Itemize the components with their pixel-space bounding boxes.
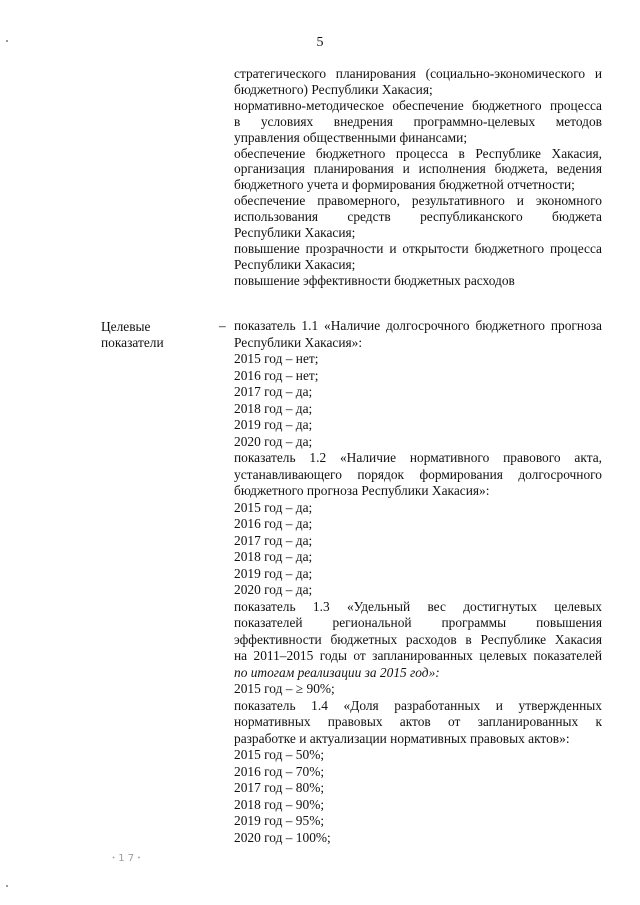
indicator-line: 2015 год – да; (234, 499, 313, 515)
intro-line: обеспечение бюджетного процесса в Республике Хакасия, (234, 145, 602, 161)
intro-line: обеспечение правомерного, результативного и экономного (234, 193, 602, 209)
indicator-line: по итогам реализации за 2015 год»: (234, 664, 440, 680)
indicator-line: 2020 год – 100%; (234, 829, 331, 845)
section-label-line: Целевые (101, 319, 151, 334)
intro-line: управления общественными финансами; (234, 129, 468, 145)
indicator-line: на 2011–2015 годы от запланированных целевых показателей (234, 648, 602, 663)
intro-line: в условиях внедрения программно-целевых методов (234, 113, 602, 129)
indicator-line: показатель 1.3 «Удельный вес достигнутых целевых (234, 598, 602, 614)
indicator-line: 2019 год – 95%; (234, 813, 325, 828)
indicator-line: показатель 1.1 «Наличие долгосрочного бюджетного прогноза (234, 318, 602, 333)
intro-line: Республики Хакасия; (234, 225, 356, 241)
intro-line: организация планирования и исполнения бюджета, ведения (234, 161, 602, 177)
intro-line: бюджетного учета и формирования бюджетной отчетности; (234, 177, 575, 193)
margin-speck (6, 40, 8, 42)
indicator-line: 2018 год – 90%; (234, 796, 325, 812)
indicator-line: 2015 год – ≥ 90%; (234, 681, 335, 696)
intro-line: повышение эффективности бюджетных расходов (234, 272, 515, 288)
intro-line: нормативно-методическое обеспечение бюджетного процесса (234, 97, 602, 113)
indicator-line: 2019 год – да; (234, 417, 313, 432)
indicator-line: 2015 год – нет; (234, 351, 319, 366)
indicator-line: 2016 год – нет; (234, 367, 319, 383)
indicator-line: показатель 1.2 «Наличие нормативного правового акта, (234, 450, 602, 465)
page-number: 5 (316, 35, 324, 50)
intro-line: повышение прозрачности и открытости бюджетного процесса (234, 240, 602, 256)
indicator-line: показатель 1.4 «Доля разработанных и утвержденных (234, 697, 602, 713)
indicator-line: 2015 год – 50%; (234, 747, 325, 762)
indicator-line: 2020 год – да; (234, 582, 313, 597)
intro-line: бюджетного) Республики Хакасия; (234, 81, 433, 97)
indicator-line: показателей региональной программы повышения (234, 615, 602, 630)
indicator-line: 2018 год – да; (234, 400, 313, 416)
indicator-line: 2017 год – да; (234, 384, 313, 399)
indicator-line: 2016 год – 70%; (234, 763, 325, 779)
indicator-line: Республики Хакасия»: (234, 334, 363, 350)
section-label-line: показатели (101, 335, 164, 350)
intro-line: стратегического планирования (социально-экономического и (234, 66, 602, 81)
indicator-line: бюджетного прогноза Республики Хакасия»: (234, 483, 490, 498)
indicator-line: 2017 год – да; (234, 532, 313, 548)
intro-line: Республики Хакасия; (234, 256, 356, 272)
intro-line: использования средств республиканского бюджета (234, 209, 602, 225)
indicator-line: устанавливающего порядок формирования долгосрочного (234, 466, 602, 482)
section-dash: – (219, 318, 226, 333)
indicator-line: нормативных правовых актов от запланированных к (234, 714, 602, 729)
indicator-line: 2016 год – да; (234, 516, 313, 531)
indicator-line: эффективности бюджетных расходов в Республике Хакасия (234, 631, 602, 647)
section-label-target-indicators (101, 319, 211, 351)
indicator-line: 2019 год – да; (234, 565, 313, 581)
indicator-line: 2018 год – да; (234, 549, 313, 564)
margin-speck (6, 885, 8, 887)
indicator-line: 2017 год – 80%; (234, 780, 325, 795)
intro-text-block (234, 66, 602, 289)
indicator-line: разработке и актуализации нормативных правовых актов»: (234, 730, 570, 746)
bottom-margin-mark: ꞏ 1 7 ꞏ (112, 853, 141, 864)
indicators-list (234, 318, 602, 846)
indicator-line: 2020 год – да; (234, 433, 313, 449)
